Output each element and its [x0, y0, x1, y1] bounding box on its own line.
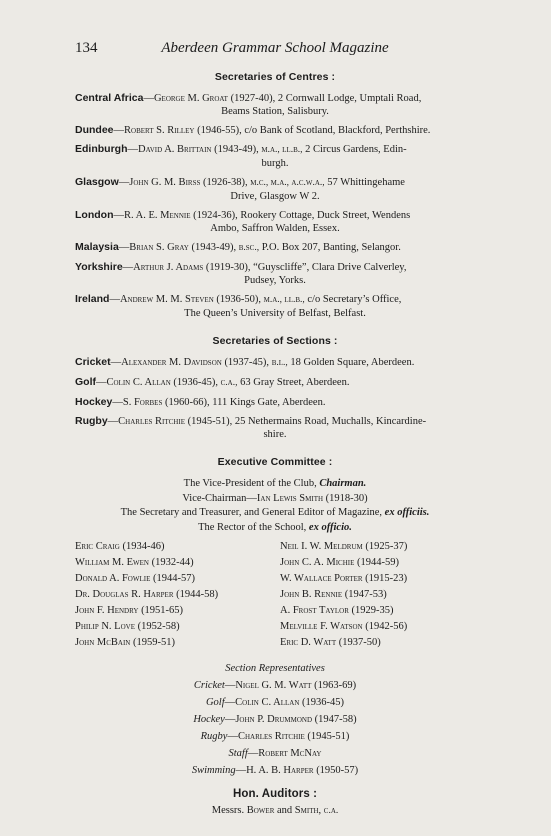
entry-name: John G. M. Birss [129, 177, 201, 188]
member-years: (1942-56) [365, 621, 408, 632]
entry-years: (1924-36), [193, 210, 238, 221]
rep-name: H. A. B. Harper [246, 765, 314, 776]
page-header [75, 40, 475, 60]
entry-place: London [75, 209, 114, 221]
section-representatives [75, 660, 475, 779]
executive-heading: Executive Committee : [217, 456, 333, 468]
auditors-line: Messrs. Bower and Smith, c.a. [211, 805, 339, 816]
representative-row: Golf—Colin C. Allan (1936-45) [205, 697, 345, 708]
member-years: (1951-65) [141, 605, 184, 616]
entry-years: (1943-49), [191, 242, 237, 253]
entry-degrees: b.l., [271, 358, 288, 368]
entry-place: Glasgow [75, 176, 119, 188]
entry-place: Dundee [75, 124, 114, 136]
member-years: (1929-35) [351, 605, 394, 616]
entry-address: 63 Gray Street, Aberdeen. [240, 377, 350, 388]
chairman-line: The Vice-President of the Club, Chairman. [183, 478, 367, 489]
entry-name: R. A. E. Mennie [123, 210, 191, 221]
committee-member [75, 635, 270, 651]
member-years: (1944-59) [357, 557, 400, 568]
member-name: Melville F. Watson [280, 621, 363, 632]
rep-name: John P. Drummond [235, 714, 313, 725]
committee-member [280, 619, 475, 635]
entry-name: S. Forbes [122, 397, 163, 408]
rep-years: (1950-57) [316, 765, 359, 776]
entry-years: (1945-51), [187, 416, 233, 427]
entry-degrees: m.a., ll.b., [261, 145, 303, 155]
entry-name: George M. Groat [153, 93, 228, 104]
section-entry: Golf—Colin C. Allan (1936-45), c.a., 63 Gray Street, Aberdeen. [75, 376, 350, 388]
entry-place: Hockey [75, 396, 113, 408]
member-name: Philip N. Love [75, 621, 135, 632]
committee-member [280, 539, 475, 555]
entry-address: c/o Secretary’s Office, [307, 294, 402, 305]
committee-member [280, 555, 475, 571]
committee-member [280, 587, 475, 603]
entry-address: “Guyscliffe”, Clara Drive Calverley, [253, 262, 407, 273]
entry-address-cont: burgh. [261, 158, 289, 169]
committee-member [75, 539, 270, 555]
member-years: (1934-46) [122, 541, 165, 552]
rep-section: Staff [228, 748, 248, 759]
centre-entry: Glasgow—John G. M. Birss (1926-38), m.c., m.a., a.c.w.a., 57 Whittingehame Drive, Glasgow W 2. [75, 176, 475, 203]
entry-years: (1927-40), [230, 93, 276, 104]
rep-years: (1963-69) [314, 680, 357, 691]
running-title: Aberdeen Grammar School Magazine [161, 40, 389, 56]
representative-row: Rugby—Charles Ritchie (1945-51) [200, 731, 350, 742]
executive-officers [75, 477, 475, 535]
entry-years: (1960-66), [164, 397, 210, 408]
committee-member [75, 619, 270, 635]
member-years: (1944-58) [176, 589, 219, 600]
member-years: (1944-57) [152, 573, 195, 584]
entry-degrees: m.a., ll.b., [263, 295, 305, 305]
entry-address: 25 Nethermains Road, Muchalls, Kincardine- [234, 416, 427, 427]
section-entry: Hockey—S. Forbes (1960-66), 111 Kings Gate, Aberdeen. [75, 396, 326, 408]
representatives-heading: Section Representatives [225, 663, 325, 674]
committee-member [280, 571, 475, 587]
member-name: John C. A. Michie [280, 557, 355, 568]
section-entry: Rugby—Charles Ritchie (1945-51), 25 Nethermains Road, Muchalls, Kincardine- shire. [75, 415, 475, 441]
entry-address: P.O. Box 207, Banting, Selangor. [261, 242, 401, 253]
member-name: W. Wallace Porter [280, 573, 363, 584]
entry-address-cont: Beams Station, Salisbury. [221, 106, 329, 117]
member-name: John F. Hendry [75, 605, 139, 616]
member-years: (1937-50) [338, 637, 381, 648]
committee-left-column [75, 539, 270, 651]
secretary-line: The Secretary and Treasurer, and General Editor of Magazine, ex officiis. [120, 507, 430, 518]
entry-place: Edinburgh [75, 143, 128, 155]
rep-years: (1936-45) [302, 697, 345, 708]
member-years: (1925-37) [365, 541, 408, 552]
representative-row: Staff—Robert McNay [228, 748, 322, 759]
rep-name: Robert McNay [258, 748, 322, 759]
auditors-heading: Hon. Auditors : [232, 788, 318, 800]
rep-years: (1945-51) [307, 731, 350, 742]
member-name: William M. Ewen [75, 557, 149, 568]
representative-row: Swimming—H. A. B. Harper (1950-57) [191, 765, 359, 776]
member-years: (1932-44) [151, 557, 194, 568]
entry-place: Malaysia [75, 241, 119, 253]
representative-row: Hockey—John P. Drummond (1947-58) [193, 714, 357, 725]
entry-place: Rugby [75, 415, 108, 427]
centre-entry: Ireland—Andrew M. M. Steven (1936-50), m.a., ll.b., c/o Secretary’s Office, The Queen’s University of Belfast, Belfast. [75, 293, 475, 320]
entry-address-cont: Pudsey, Yorks. [244, 275, 306, 286]
entry-address: 57 Whittingehame [327, 177, 405, 188]
sections-list [75, 356, 475, 441]
page-number: 134 [75, 40, 98, 56]
entry-address-cont: Drive, Glasgow W 2. [230, 191, 320, 202]
committee-member [75, 587, 270, 603]
entry-years: (1936-50), [216, 294, 262, 305]
member-years: (1959-51) [132, 637, 175, 648]
entry-place: Golf [75, 376, 96, 388]
entry-name: Charles Ritchie [118, 416, 185, 427]
entry-address: Rookery Cottage, Duck Street, Wendens [240, 210, 411, 221]
rep-name: Colin C. Allan [235, 697, 300, 708]
rep-section: Swimming [191, 765, 236, 776]
entry-name: Arthur J. Adams [133, 262, 204, 273]
entry-address-cont: Ambo, Saffron Walden, Essex. [210, 223, 340, 234]
member-name: Neil I. W. Meldrum [280, 541, 363, 552]
rector-line: The Rector of the School, ex officio. [198, 521, 352, 533]
entry-place: Cricket [75, 356, 111, 368]
entry-place: Yorkshire [75, 261, 123, 273]
vice-chairman-line: Vice-Chairman—Ian Lewis Smith (1918-30) [182, 492, 368, 504]
committee-member [280, 635, 475, 651]
centre-entry: London—R. A. E. Mennie (1924-36), Rookery Cottage, Duck Street, Wendens Ambo, Saffron Walden, Essex. [75, 209, 475, 235]
rep-section: Cricket [193, 680, 225, 691]
page-content [75, 71, 475, 819]
rep-section: Hockey [193, 714, 225, 725]
centre-entry: Yorkshire—Arthur J. Adams (1919-30), “Guyscliffe”, Clara Drive Calverley, Pudsey, Yorks. [75, 261, 475, 287]
member-name: Eric D. Watt [280, 637, 337, 648]
entry-name: Andrew M. M. Steven [119, 294, 214, 305]
committee-right-column [280, 539, 475, 651]
entry-name: Alexander M. Davidson [121, 357, 222, 368]
member-name: John McBain [75, 637, 131, 648]
entry-years: (1926-38), [202, 177, 248, 188]
section-entry: Cricket—Alexander M. Davidson (1937-45), b.l., 18 Golden Square, Aberdeen. [75, 356, 415, 368]
centres-list [75, 92, 475, 320]
committee-member [75, 571, 270, 587]
entry-address: 2 Cornwall Lodge, Umptali Road, [277, 93, 422, 104]
member-name: John B. Rennie [280, 589, 343, 600]
entry-address: 2 Circus Gardens, Edin- [305, 144, 407, 155]
member-name: Eric Craig [75, 541, 120, 552]
committee-member [280, 603, 475, 619]
entry-name: David A. Brittain [138, 144, 212, 155]
centre-entry: Edinburgh—David A. Brittain (1943-49), m.a., ll.b., 2 Circus Gardens, Edin- burgh. [75, 143, 475, 170]
member-years: (1947-53) [344, 589, 387, 600]
entry-place: Central Africa [75, 92, 144, 104]
entry-years: (1937-45), [224, 357, 270, 368]
rep-section: Golf [205, 697, 225, 708]
entry-years: (1946-55), [197, 125, 242, 136]
entry-address: 111 Kings Gate, Aberdeen. [212, 397, 326, 408]
entry-years: (1943-49), [214, 144, 259, 155]
entry-address: c/o Bank of Scotland, Blackford, Perthshire. [244, 125, 431, 136]
representative-row: Cricket—Nigel G. M. Watt (1963-69) [193, 680, 357, 691]
member-years: (1952-58) [137, 621, 180, 632]
entry-degrees: b.sc., [238, 243, 260, 253]
entry-degrees: m.c., m.a., a.c.w.a., [250, 178, 325, 188]
rep-name: Nigel G. M. Watt [235, 680, 312, 691]
member-name: Dr. Douglas R. Harper [75, 589, 174, 600]
committee-member [75, 555, 270, 571]
entry-place: Ireland [75, 293, 110, 305]
committee-member [75, 603, 270, 619]
member-name: Donald A. Fowlie [75, 573, 151, 584]
centre-entry: Dundee—Robert S. Rilley (1946-55), c/o Bank of Scotland, Blackford, Perthshire. [75, 124, 431, 136]
entry-name: Colin C. Allan [106, 377, 171, 388]
entry-address: 18 Golden Square, Aberdeen. [290, 357, 415, 368]
centres-heading: Secretaries of Centres : [214, 71, 336, 83]
rep-name: Charles Ritchie [237, 731, 305, 742]
centre-entry: Central Africa—George M. Groat (1927-40), 2 Cornwall Lodge, Umptali Road, Beams Station, Salisbury. [75, 92, 475, 118]
entry-name: Robert S. Rilley [124, 125, 195, 136]
centre-entry: Malaysia—Brian S. Gray (1943-49), b.sc., P.O. Box 207, Banting, Selangor. [75, 241, 401, 253]
entry-years: (1936-45), [173, 377, 219, 388]
committee-members [75, 539, 475, 651]
entry-address-cont: shire. [263, 429, 287, 440]
sections-heading: Secretaries of Sections : [212, 335, 338, 347]
entry-address-cont: The Queen’s University of Belfast, Belfast. [184, 308, 366, 319]
entry-degrees: c.a., [220, 378, 238, 388]
member-years: (1915-23) [365, 573, 408, 584]
entry-name: Brian S. Gray [129, 242, 189, 253]
member-name: A. Frost Taylor [280, 605, 349, 616]
representatives-list [75, 677, 475, 779]
rep-section: Rugby [200, 731, 228, 742]
rep-years: (1947-58) [314, 714, 357, 725]
entry-years: (1919-30), [205, 262, 251, 273]
